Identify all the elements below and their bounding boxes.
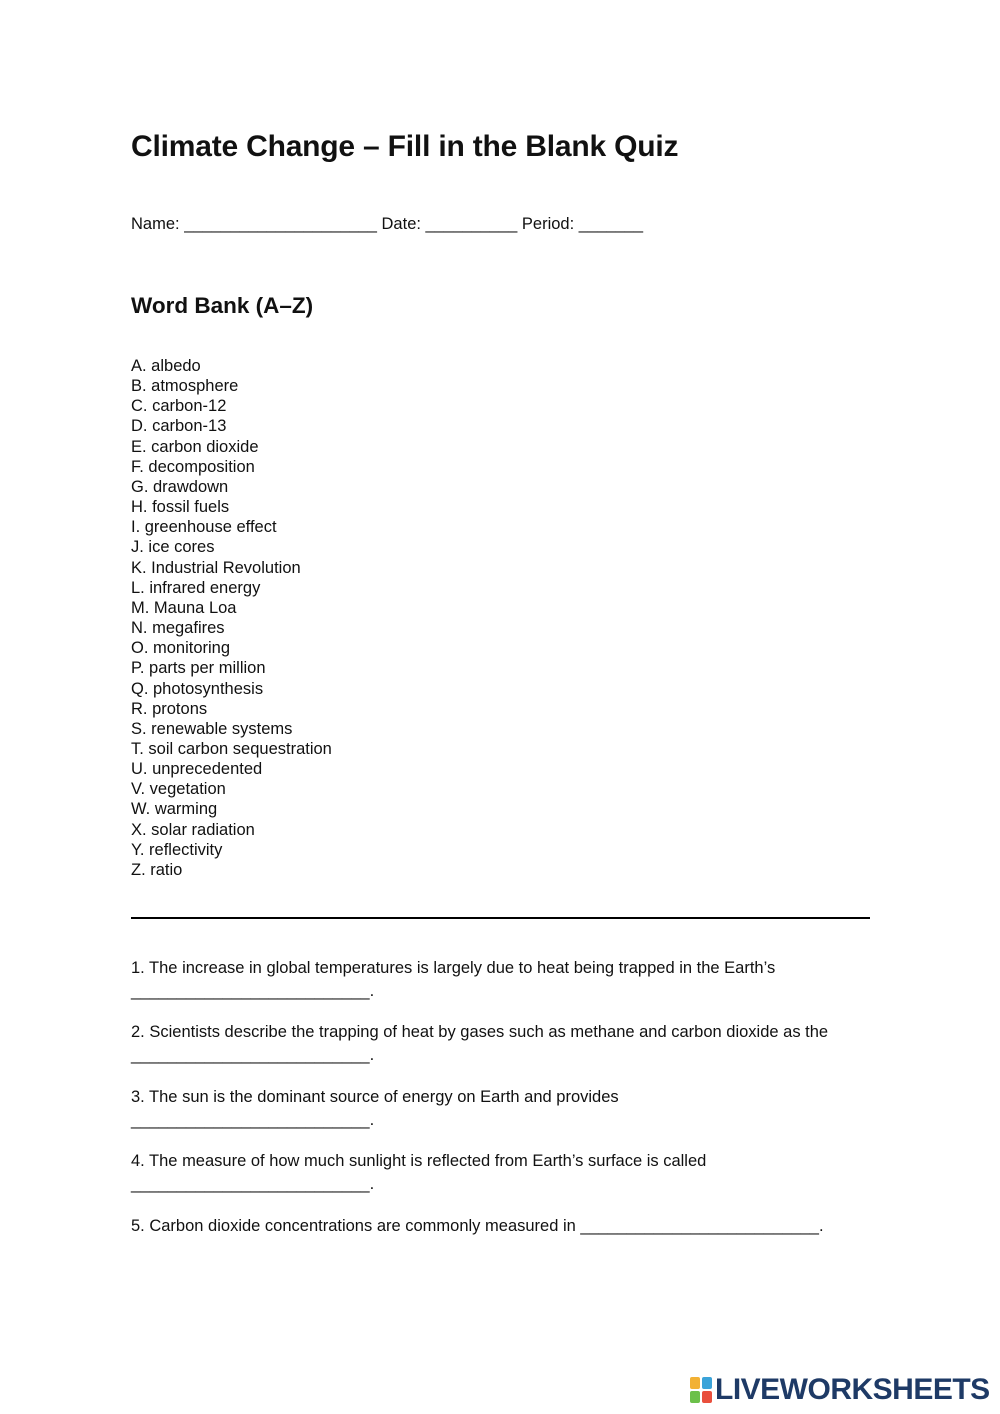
date-label: Date: (381, 215, 421, 233)
word-bank-item: F. decomposition (131, 457, 255, 476)
liveworksheets-logo (690, 1374, 990, 1406)
question-4 (131, 1150, 891, 1195)
word-bank-item: W. warming (131, 800, 218, 819)
word-bank-heading: Word Bank (A–Z) (131, 293, 314, 318)
word-bank-item: X. solar radiation (131, 820, 255, 839)
section-divider (131, 917, 870, 919)
word-bank-item: C. carbon-12 (131, 397, 227, 416)
liveworksheets-mark-icon (690, 1377, 712, 1403)
word-bank-item: H. fossil fuels (131, 498, 230, 517)
word-bank-item: K. Industrial Revolution (131, 558, 301, 577)
word-bank-item: Z. ratio (131, 860, 183, 879)
period-blank[interactable]: _______ (578, 215, 644, 233)
answer-blank[interactable]: __________________________. (131, 1174, 375, 1193)
word-bank-item: B. atmosphere (131, 377, 239, 396)
question-1 (131, 957, 891, 1002)
question-text: 3. The sun is the dominant source of energy on Earth and provides (131, 1088, 619, 1106)
word-bank-item: V. vegetation (131, 780, 226, 799)
student-info-line (131, 215, 643, 234)
question-text: 1. The increase in global temperatures is largely due to heat being trapped in the Earth’s (131, 959, 776, 977)
word-bank-item: O. monitoring (131, 639, 231, 658)
page-title: Climate Change – Fill in the Blank Quiz (131, 130, 679, 163)
word-bank-item: N. megafires (131, 619, 225, 638)
period-label: Period: (521, 215, 575, 233)
name-blank[interactable]: _____________________ (184, 215, 377, 233)
word-bank-item: I. greenhouse effect (131, 518, 277, 537)
word-bank-item: E. carbon dioxide (131, 437, 259, 456)
logo-text: LIVEWORKSHEETS (715, 1373, 990, 1406)
date-blank[interactable]: __________ (425, 215, 518, 233)
word-bank-item: A. albedo (131, 357, 201, 375)
word-bank-item: T. soil carbon sequestration (131, 739, 332, 758)
question-text-with-blank[interactable]: 5. Carbon dioxide concentrations are commonly measured in __________________________. (131, 1217, 824, 1235)
question-2 (131, 1021, 891, 1066)
word-bank-item: D. carbon-13 (131, 417, 227, 436)
question-3 (131, 1086, 891, 1131)
word-bank-item: L. infrared energy (131, 578, 261, 597)
answer-blank[interactable]: __________________________. (131, 981, 375, 1000)
question-text: 4. The measure of how much sunlight is reflected from Earth’s surface is called (131, 1152, 707, 1170)
word-bank-item: J. ice cores (131, 538, 215, 557)
answer-blank[interactable]: __________________________. (131, 1110, 375, 1129)
question-text: 2. Scientists describe the trapping of heat by gases such as methane and carbon dioxide as the (131, 1023, 829, 1041)
question-5 (131, 1215, 891, 1238)
word-bank-item: P. parts per million (131, 659, 266, 678)
word-bank-item: U. unprecedented (131, 760, 263, 779)
word-bank-item: M. Mauna Loa (131, 598, 237, 617)
word-bank-item: Q. photosynthesis (131, 679, 264, 698)
word-bank-list (131, 356, 332, 880)
name-label: Name: (131, 215, 180, 233)
word-bank-item: Y. reflectivity (131, 840, 223, 859)
word-bank-item: G. drawdown (131, 477, 229, 496)
word-bank-item: R. protons (131, 699, 208, 718)
answer-blank[interactable]: __________________________. (131, 1045, 375, 1064)
word-bank-item: S. renewable systems (131, 719, 293, 738)
